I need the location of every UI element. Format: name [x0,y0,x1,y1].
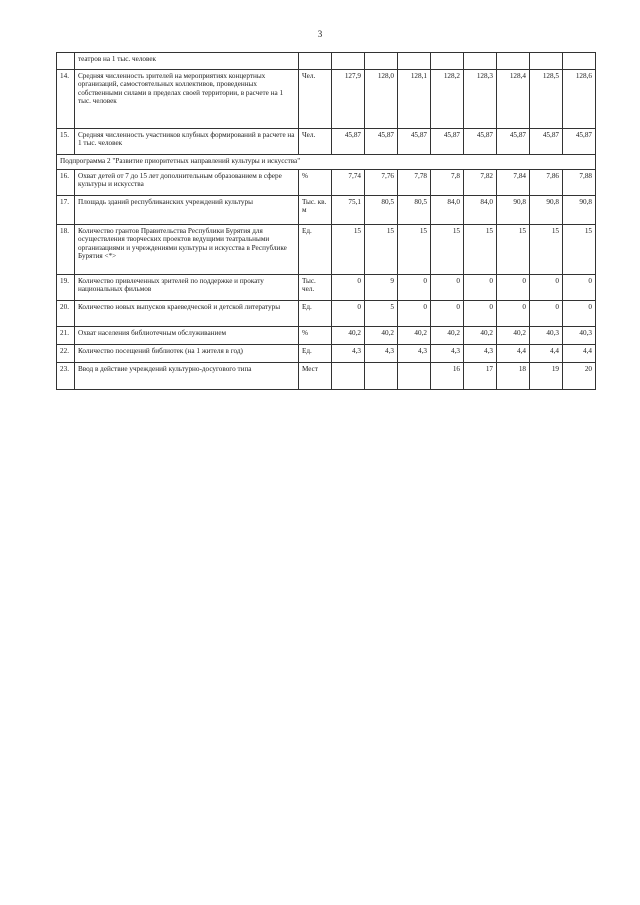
value-cell: 128,3 [464,70,497,129]
row-name-cell: Охват детей от 7 до 15 лет дополнительным образованием в сфере культуры и искусства [75,170,299,196]
value-cell: 4,3 [332,345,365,363]
value-cell [563,53,596,70]
value-cell [398,363,431,390]
value-cell: 45,87 [530,129,563,155]
value-cell: 0 [464,275,497,301]
row-name-cell: Количество посещений библиотек (на 1 жителя в год) [75,345,299,363]
section-title: Подпрограмма 2 "Развитие приоритетных направлений культуры и искусства" [57,155,596,170]
value-cell: 7,88 [563,170,596,196]
value-cell: 40,2 [398,327,431,345]
value-cell: 45,87 [365,129,398,155]
row-unit-cell: Ед. [299,301,332,327]
value-cell [332,53,365,70]
row-unit-cell: Ед. [299,225,332,275]
value-cell [530,53,563,70]
value-cell: 18 [497,363,530,390]
row-unit-cell: Тыс. чел. [299,275,332,301]
value-cell: 0 [563,275,596,301]
row-number-cell [57,53,75,70]
value-cell: 4,4 [497,345,530,363]
value-cell [464,53,497,70]
row-number-cell: 19. [57,275,75,301]
row-name-cell: Ввод в действие учреждений культурно-досугового типа [75,363,299,390]
row-number-cell: 20. [57,301,75,327]
value-cell: 45,87 [563,129,596,155]
value-cell: 75,1 [332,196,365,225]
row-unit-cell: Ед. [299,345,332,363]
table-row [57,225,596,275]
value-cell: 45,87 [332,129,365,155]
value-cell: 0 [530,275,563,301]
value-cell: 0 [431,301,464,327]
row-name-cell: Количество новых выпусков краеведческой и детской литературы [75,301,299,327]
indicators-table [56,52,596,390]
value-cell: 0 [464,301,497,327]
value-cell: 45,87 [464,129,497,155]
value-cell [497,53,530,70]
row-name-cell: Средняя численность участников клубных формирований в расчете на 1 тыс. человек [75,129,299,155]
value-cell: 84,0 [464,196,497,225]
value-cell [398,53,431,70]
value-cell: 40,3 [530,327,563,345]
value-cell: 16 [431,363,464,390]
value-cell: 0 [332,301,365,327]
value-cell: 7,78 [398,170,431,196]
table-row [57,170,596,196]
value-cell: 15 [464,225,497,275]
value-cell: 90,8 [497,196,530,225]
value-cell: 40,2 [332,327,365,345]
value-cell: 128,0 [365,70,398,129]
value-cell: 7,86 [530,170,563,196]
section-row [57,155,596,170]
value-cell: 0 [332,275,365,301]
value-cell: 20 [563,363,596,390]
value-cell: 45,87 [398,129,431,155]
value-cell: 4,4 [530,345,563,363]
value-cell: 40,2 [431,327,464,345]
value-cell: 40,2 [497,327,530,345]
value-cell: 0 [497,275,530,301]
value-cell: 15 [563,225,596,275]
row-name-cell: Количество привлеченных зрителей по поддержке и прокату национальных фильмов [75,275,299,301]
value-cell: 19 [530,363,563,390]
table-row [57,363,596,390]
value-cell: 4,4 [563,345,596,363]
value-cell: 128,1 [398,70,431,129]
row-unit-cell: % [299,327,332,345]
value-cell: 45,87 [497,129,530,155]
value-cell: 15 [365,225,398,275]
value-cell: 90,8 [530,196,563,225]
value-cell: 7,74 [332,170,365,196]
row-name-cell: театров на 1 тыс. человек [75,53,299,70]
value-cell: 5 [365,301,398,327]
value-cell: 0 [398,275,431,301]
row-number-cell: 23. [57,363,75,390]
row-name-cell: Количество грантов Правительства Республики Бурятия для осуществления творческих проектов ведущими театральными организациями и учреждениями культуры и искусства в Республике Бурятия <*> [75,225,299,275]
value-cell: 128,6 [563,70,596,129]
value-cell: 4,3 [398,345,431,363]
table-row [57,327,596,345]
value-cell: 128,5 [530,70,563,129]
value-cell: 90,8 [563,196,596,225]
value-cell: 15 [431,225,464,275]
value-cell: 15 [530,225,563,275]
page-number: 3 [317,29,323,39]
value-cell: 45,87 [431,129,464,155]
value-cell: 0 [563,301,596,327]
value-cell: 4,3 [464,345,497,363]
value-cell: 15 [332,225,365,275]
row-name-cell: Средняя численность зрителей на мероприятиях концертных организаций, самостоятельных коллективов, проведенных собственными силами в пределах своей территории, в расчете на 1 тыс. человек [75,70,299,129]
row-number-cell: 14. [57,70,75,129]
row-unit-cell [299,53,332,70]
value-cell: 0 [530,301,563,327]
value-cell: 15 [497,225,530,275]
value-cell: 7,82 [464,170,497,196]
value-cell: 7,8 [431,170,464,196]
table-row [57,196,596,225]
row-name-cell: Площадь зданий республиканских учреждений культуры [75,196,299,225]
row-number-cell: 16. [57,170,75,196]
row-unit-cell: Тыс. кв. м [299,196,332,225]
value-cell: 128,2 [431,70,464,129]
value-cell: 80,5 [365,196,398,225]
row-number-cell: 22. [57,345,75,363]
value-cell [332,363,365,390]
table-row [57,70,596,129]
value-cell: 40,3 [563,327,596,345]
value-cell: 15 [398,225,431,275]
row-unit-cell: % [299,170,332,196]
row-unit-cell: Чел. [299,70,332,129]
value-cell [365,53,398,70]
row-number-cell: 21. [57,327,75,345]
value-cell: 40,2 [365,327,398,345]
table-row [57,301,596,327]
value-cell: 7,84 [497,170,530,196]
value-cell [431,53,464,70]
value-cell: 40,2 [464,327,497,345]
table-row [57,129,596,155]
value-cell: 4,3 [431,345,464,363]
value-cell: 0 [398,301,431,327]
row-name-cell: Охват населения библиотечным обслуживанием [75,327,299,345]
value-cell: 7,76 [365,170,398,196]
row-number-cell: 18. [57,225,75,275]
value-cell: 0 [497,301,530,327]
table-row-continuation [57,53,596,70]
value-cell: 80,5 [398,196,431,225]
row-unit-cell: Мест [299,363,332,390]
table-row [57,345,596,363]
value-cell: 84,0 [431,196,464,225]
value-cell: 127,9 [332,70,365,129]
value-cell: 17 [464,363,497,390]
value-cell: 9 [365,275,398,301]
row-number-cell: 17. [57,196,75,225]
value-cell: 0 [431,275,464,301]
row-unit-cell: Чел. [299,129,332,155]
row-number-cell: 15. [57,129,75,155]
value-cell [365,363,398,390]
value-cell: 4,3 [365,345,398,363]
table-row [57,275,596,301]
value-cell: 128,4 [497,70,530,129]
